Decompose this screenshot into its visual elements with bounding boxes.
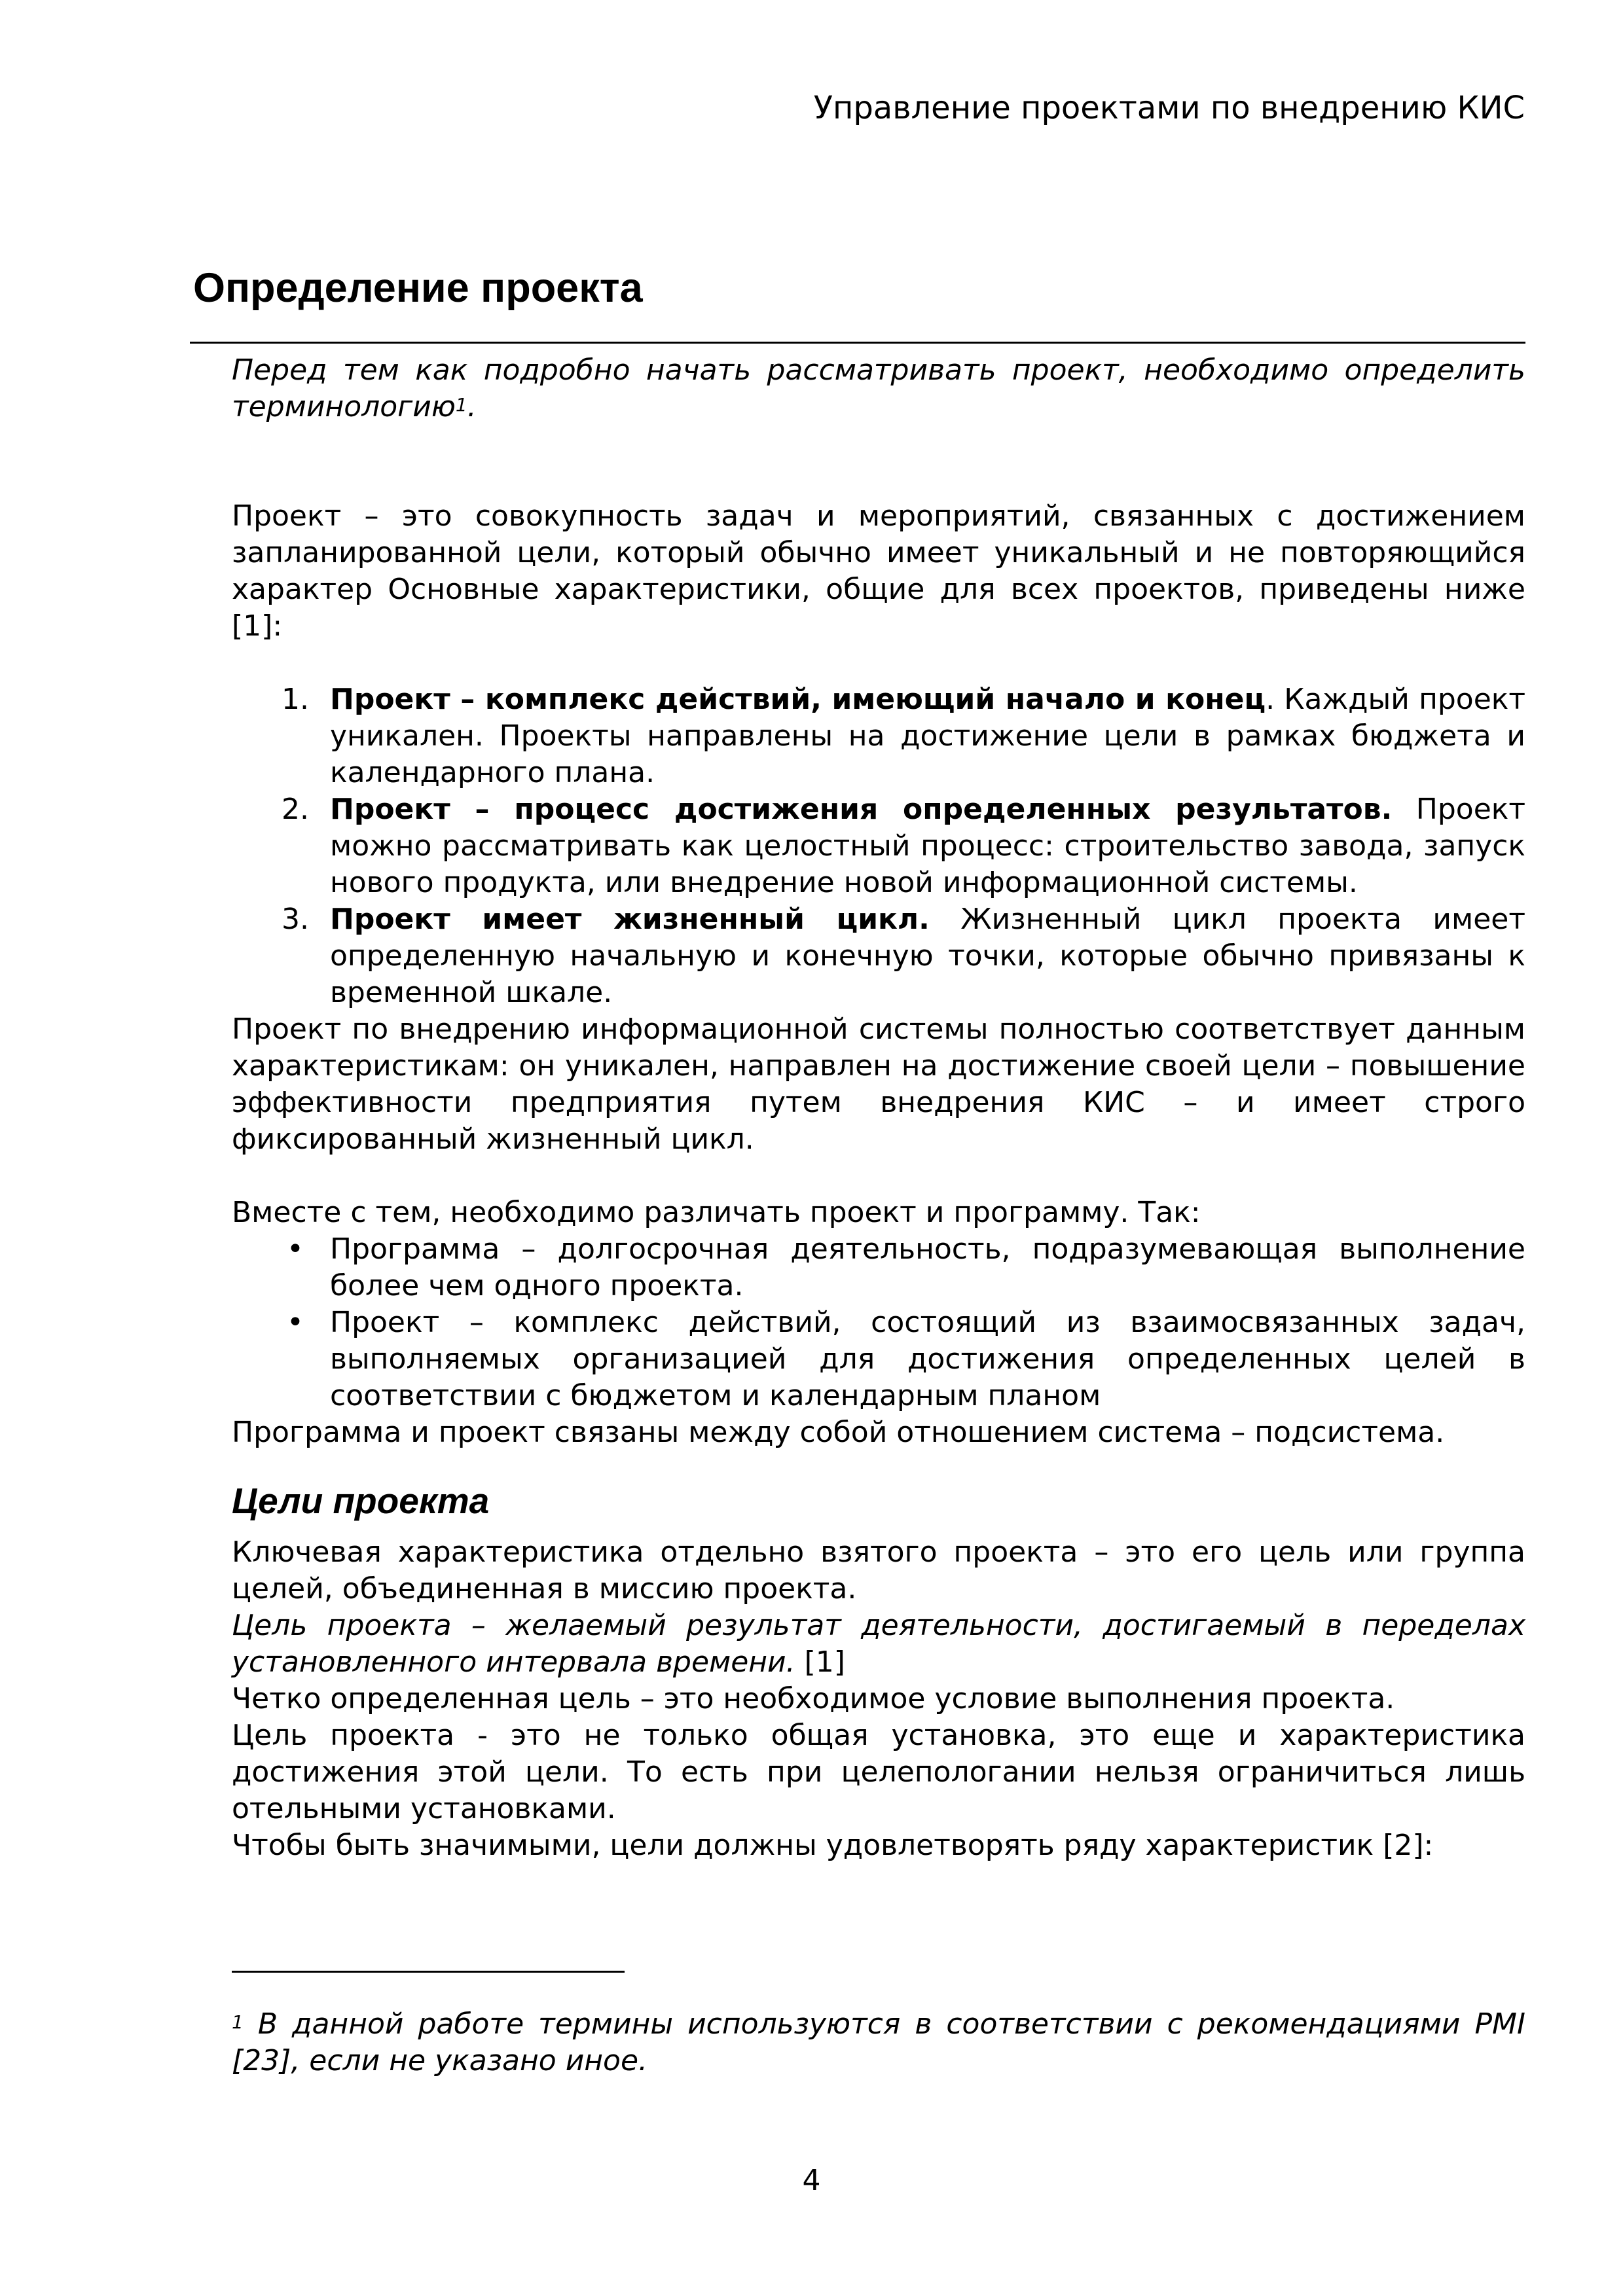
goals-p4: Цель проекта - это не только общая установка, это еще и характеристика достижения этой цели. То есть при целепологании нельзя ограничиться лишь отельными установками. [232, 1719, 1525, 1825]
program-project-list [232, 1231, 1525, 1414]
title-underline [190, 342, 1525, 344]
intro-text: Перед тем как подробно начать рассматривать проект, необходимо определить терминологию [232, 353, 1525, 423]
list-item-text: Жизненный цикл проекта имеет определенную начальную и конечную точки, которые обычно привязаны к временной шкале. [330, 903, 1525, 1009]
goals-p1: Ключевая характеристика отдельно взятого проекта – это его цель или группа целей, объединенная в миссию проекта. [232, 1535, 1525, 1605]
list-number: 1. [282, 683, 309, 716]
goals-p3: Четко определенная цель – это необходимое условие выполнения проекта. [232, 1682, 1395, 1715]
list-item-text: Программа – долгосрочная деятельность, подразумевающая выполнение более чем одного проекта. [330, 1232, 1525, 1302]
characteristics-list [232, 681, 1525, 1011]
page-number: 4 [802, 2164, 821, 2197]
list-item [232, 1304, 1525, 1414]
list-item-text: . Каждый проект уникален. Проекты направлены на достижение цели в рамках бюджета и календарного плана. [330, 683, 1526, 789]
distinguish-text: Вместе с тем, необходимо различать проект и программу. Так: [232, 1196, 1201, 1229]
relation-text: Программа и проект связаны между собой отношением система – подсистема. [232, 1416, 1445, 1449]
intro-end: . [467, 390, 477, 423]
definition-text: Проект – это совокупность задач и мероприятий, связанных с достижением запланированной цели, который обычно имеет уникальный и не повторяющийся характер Основные характеристики, общие для всех проектов, приведены ниже [1]: [232, 499, 1525, 643]
definition-paragraph [232, 498, 1525, 645]
list-item-bold: Проект имеет жизненный цикл. [330, 903, 930, 936]
goals-p2 [232, 1607, 1525, 1681]
bullet-marker: • [287, 1306, 304, 1339]
goal-definition: Цель проекта – желаемый результат деятельности, достигаемый в переделах установленного интервала времени. [232, 1609, 1525, 1679]
running-header: Управление проектами по внедрению КИС [813, 90, 1525, 126]
footnote-ref[interactable]: 1 [455, 394, 467, 416]
list-item [232, 791, 1525, 901]
goals-section [232, 1534, 1525, 1864]
distinguish-paragraph [232, 1194, 1525, 1231]
goal-ref: [1] [795, 1645, 845, 1679]
list-item [232, 681, 1525, 791]
list-item-text: Проект можно рассматривать как целостный процесс: строительство завода, запуск нового продукта, или внедрение новой информационной системы. [330, 793, 1525, 899]
bullet-marker: • [287, 1232, 304, 1266]
goals-p5: Чтобы быть значимыми, цели должны удовлетворять ряду характеристик [2]: [232, 1829, 1434, 1862]
list-item-bold: Проект – комплекс действий, имеющий начало и конец [330, 683, 1266, 716]
list-number: 3. [282, 903, 309, 936]
subsection-title: Цели проекта [232, 1480, 490, 1521]
is-summary-paragraph [232, 1011, 1525, 1158]
list-item-bold: Проект – процесс достижения определенных результатов. [330, 793, 1393, 826]
intro-paragraph [232, 352, 1525, 425]
list-item-text: Проект – комплекс действий, состоящий из взаимосвязанных задач, выполняемых организацией для достижения определенных целей в соответствии с бюджетом и календарным планом [330, 1306, 1525, 1412]
footnote-separator [232, 1971, 625, 1973]
is-summary-text: Проект по внедрению информационной системы полностью соответствует данным характеристикам: он уникален, направлен на достижение своей цели – повышение эффективности предприятия путем внедрения КИС – и имеет строго фиксированный жизненный цикл. [232, 1013, 1525, 1156]
section-title: Определение проекта [193, 265, 643, 311]
footnote-text: В данной работе термины используются в соответствии с рекомендациями PMI [23], если не указано иное. [232, 2007, 1525, 2077]
footnote-number: 1 [232, 2011, 244, 2033]
list-item [232, 901, 1525, 1011]
list-item [232, 1231, 1525, 1304]
footnote [232, 2006, 1525, 2079]
relation-paragraph [232, 1414, 1525, 1451]
list-number: 2. [282, 793, 309, 826]
